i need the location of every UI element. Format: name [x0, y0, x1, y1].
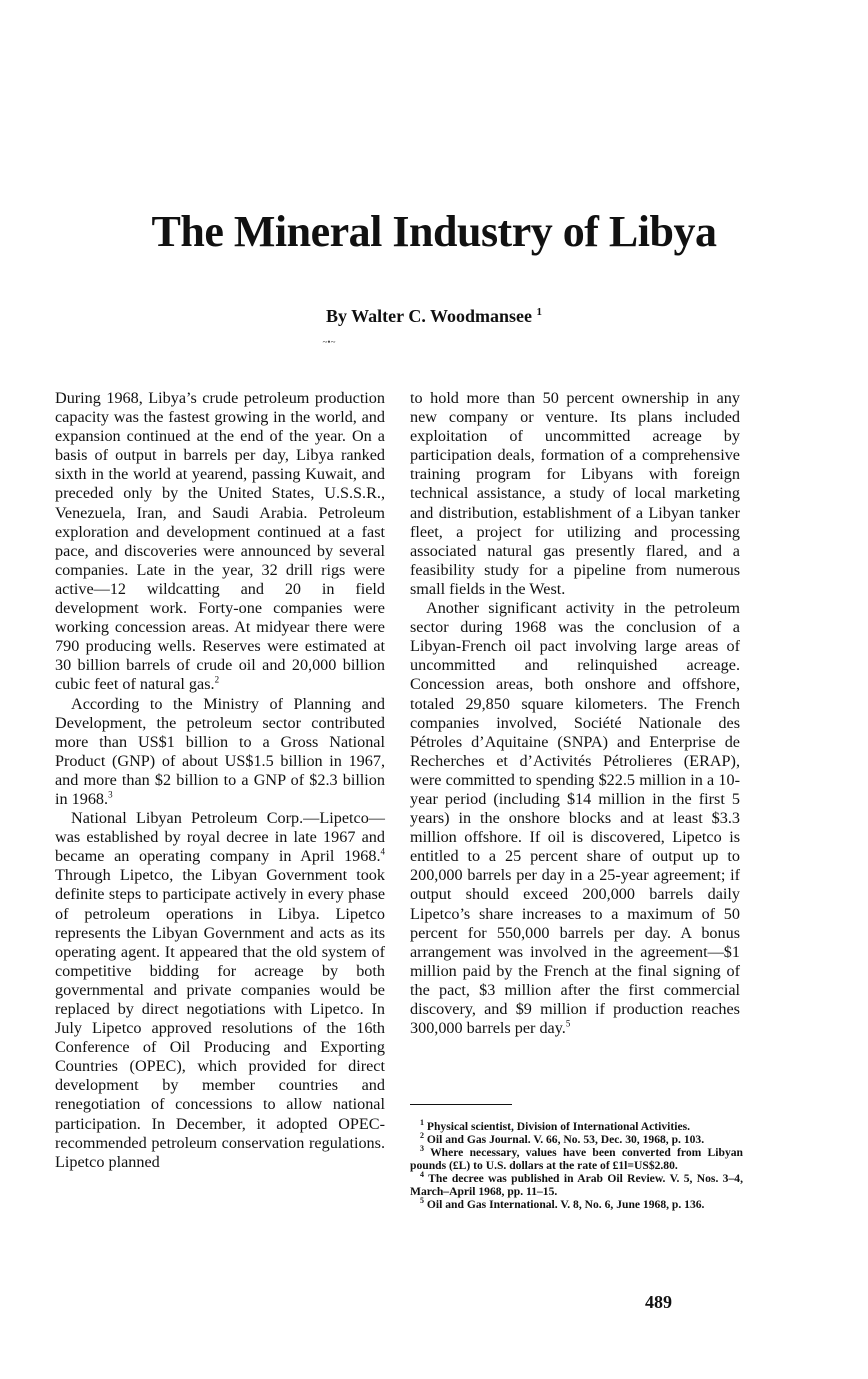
footnote-ref: 5: [565, 1018, 571, 1029]
footnote-number: 3: [420, 1144, 424, 1154]
footnote-number: 2: [420, 1131, 424, 1141]
paragraph-text: to hold more than 50 percent ownership in any new company or venture. Its plans included exploitation of uncommitted acreage by participation deals, formation of a comprehensive training program for Libyans with foreign technical assistance, a study of local marketing and distribution, establishment of a Libyan tanker fleet, a project for utilizing and processing associated natural gas presently flared, and a feasibility study for a pipeline from numerous small fields in the West.: [410, 389, 740, 598]
ornament-divider-icon: ~•~: [322, 337, 336, 347]
footnote-text: The decree was published in Arab Oil Review. V. 5, Nos. 3–4, March–April 1968, pp. 11–15.: [410, 1172, 743, 1198]
footnote-1: [410, 1120, 743, 1133]
paragraph-text: According to the Ministry of Planning and Development, the petroleum sector contributed more than US$1 billion to a Gross National Product (GNP) of about US$1.5 billion in 1967, and more than $2 billion to a GNP of $2.3 billion in 1968.: [55, 694, 385, 808]
footnote-2: [410, 1133, 743, 1146]
footnote-marker: 1: [536, 306, 542, 318]
paragraph-text: During 1968, Libya’s crude petroleum production capacity was the fastest growing in the world, and expansion continued at the end of the year. On a basis of output in barrels per day, Libya ranked sixth in the world at yearend, passing Kuwait, and preceded only by the United States, U.S.S.R., Venezuela, Iran, and Saudi Arabia. Petroleum exploration and development continued at a fast pace, and discoveries were announced by several companies. Late in the year, 32 drill rigs were active—12 wildcatting and 20 in field development work. Forty-one companies were working concession areas. At midyear there were 790 producing wells. Reserves were estimated at 30 billion barrels of crude oil and 20,000 billion cubic feet of natural gas.: [55, 389, 385, 694]
left-column: [55, 389, 385, 1172]
footnote-5: [410, 1198, 743, 1211]
byline: [0, 306, 868, 327]
author-name: By Walter C. Woodmansee: [325, 306, 532, 326]
paragraph-text: Through Lipetco, the Libyan Government took definite steps to participate actively in every phase of petroleum operations in Libya. Lipetco represents the Libyan Government and acts as its operating agent. It appeared that the old system of competitive bidding for acreage by both governmental and private companies would be replaced by direct negotiations with Lipetco. In July Lipetco approved resolutions of the 16th Conference of Oil Producing and Exporting Countries (OPEC), which provided for direct development by member countries and renegotiation of concessions to allow national participation. In December, it adopted OPEC-recommended petroleum conservation regulations. Lipetco planned: [55, 866, 385, 1171]
footnote-text: Physical scientist, Division of International Activities.: [426, 1120, 691, 1133]
paragraph-5: [410, 599, 740, 1038]
paragraph-text: National Libyan Petroleum Corp.—Lipetco—was established by royal decree in late 1967 and became an operating company in April 1968.: [55, 809, 385, 866]
footnote-rule: [410, 1104, 512, 1105]
footnote-number: 4: [420, 1170, 424, 1180]
footnote-3: [410, 1146, 743, 1172]
paragraph-2: [55, 695, 385, 810]
footnote-text: Oil and Gas International. V. 8, No. 6, June 1968, p. 136.: [426, 1198, 705, 1211]
footnote-ref: 4: [380, 846, 385, 857]
footnote-4: [410, 1172, 743, 1198]
footnote-text: Where necessary, values have been converted from Libyan pounds (£L) to U.S. dollars at the rate of £1l=US$2.80.: [410, 1146, 743, 1172]
footnote-number: 5: [420, 1196, 424, 1206]
paragraph-4: [410, 389, 740, 599]
footnote-ref: 2: [214, 675, 220, 686]
page-number: 489: [645, 1292, 672, 1312]
footnote-number: 1: [420, 1118, 424, 1128]
paragraph-3: [55, 809, 385, 1172]
paragraph-1: [55, 389, 385, 695]
right-column: [410, 389, 740, 1038]
footnote-ref: 3: [108, 789, 113, 800]
article-title: The Mineral Industry of Libya: [151, 207, 717, 256]
footnotes: [410, 1120, 743, 1211]
paragraph-text: Another significant activity in the petroleum sector during 1968 was the conclusion of a Libyan-French oil pact involving large areas of uncommitted and relinquished acreage. Concession areas, both onshore and offshore, totaled 29,850 square kilometers. The French companies involved, Société Nationale des Pétroles d’Aquitaine (SNPA) and Enterprise de Recherches et d’Activités Pétrolieres (ERAP), were committed to spending $22.5 million in a 10-year period (including $14 million in the first 5 years) in the onshore blocks and at least $3.3 million offshore. If oil is discovered, Lipetco is entitled to a 25 percent share of output up to 200,000 barrels per day in a 25-year agreement; if output should exceed 200,000 barrels daily Lipetco’s share increases to a maximum of 50 percent for 550,000 barrels per day. A bonus arrangement was involved in the agreement—$1 million paid by the French at the final signing of the pact, $3 million after the first commercial discovery, and $9 million if production reaches 300,000 barrels per day.: [410, 599, 740, 1038]
footnote-text: Oil and Gas Journal. V. 66, No. 53, Dec. 30, 1968, p. 103.: [426, 1133, 705, 1146]
